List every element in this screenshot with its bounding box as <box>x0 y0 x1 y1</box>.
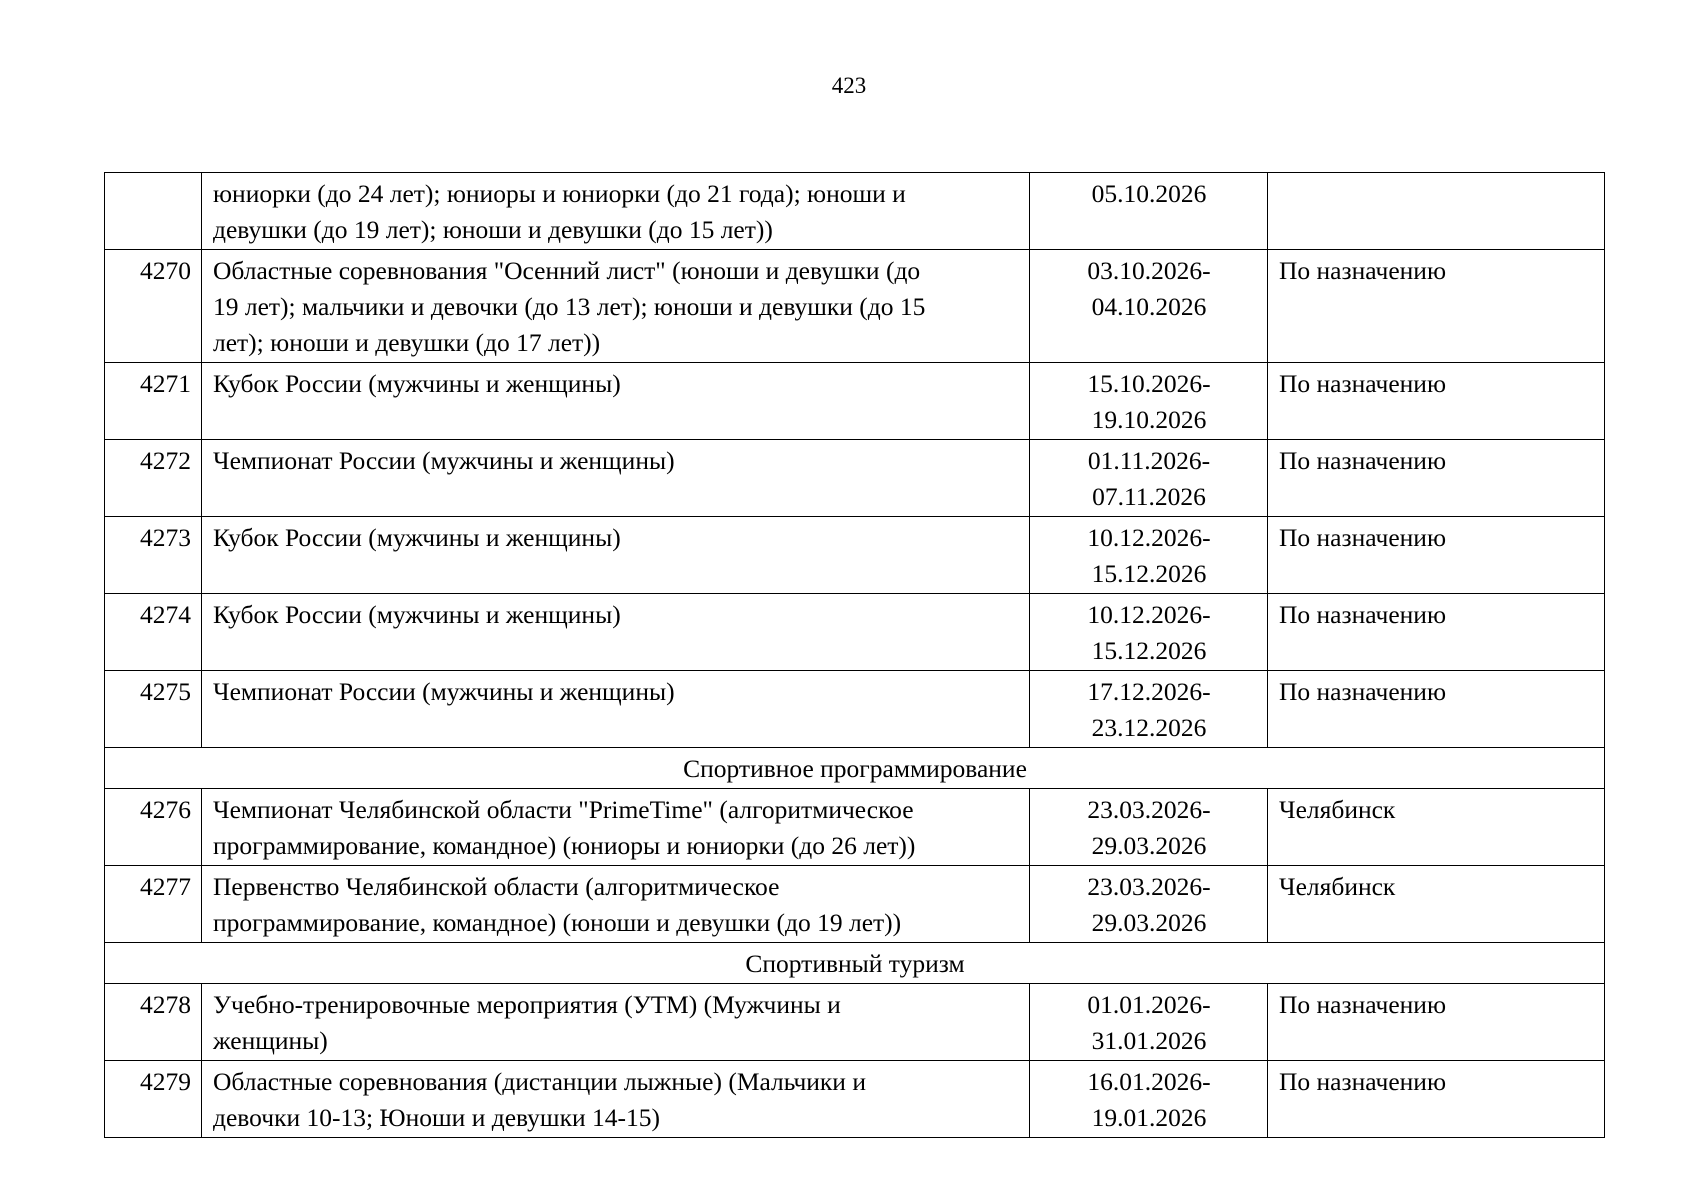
event-place: Челябинск <box>1268 866 1605 943</box>
event-dates <box>1030 440 1268 517</box>
event-place: По назначению <box>1268 984 1605 1061</box>
event-date-line: 04.10.2026 <box>1091 292 1207 321</box>
event-name <box>202 1061 1030 1138</box>
event-date-line: 29.03.2026 <box>1091 908 1207 937</box>
event-date-line: 19.01.2026 <box>1091 1103 1207 1132</box>
event-place: Челябинск <box>1268 789 1605 866</box>
page-number: 423 <box>831 73 867 98</box>
event-dates <box>1030 1061 1268 1138</box>
event-name-line: 19 лет); мальчики и девочки (до 13 лет); юноши и девушки (до 15 <box>213 292 926 321</box>
event-name-line: Кубок России (мужчины и женщины) <box>213 523 621 552</box>
event-dates <box>1030 517 1268 594</box>
event-name-line: программирование, командное) (юниоры и юниорки (до 26 лет)) <box>213 831 916 860</box>
event-row <box>105 789 1605 866</box>
event-name-line: Кубок России (мужчины и женщины) <box>213 369 621 398</box>
event-date-line: 31.01.2026 <box>1091 1026 1207 1055</box>
event-name-line: Чемпионат России (мужчины и женщины) <box>213 446 675 475</box>
event-number: 4277 <box>105 866 202 943</box>
section-title: Спортивное программирование <box>105 748 1605 789</box>
event-name <box>202 363 1030 440</box>
event-row <box>105 866 1605 943</box>
section-title: Спортивный туризм <box>105 943 1605 984</box>
event-date-line: 10.12.2026- <box>1087 600 1211 629</box>
event-date-line: 19.10.2026 <box>1091 405 1207 434</box>
event-name-line: Первенство Челябинской области (алгоритмическое <box>213 872 780 901</box>
event-name <box>202 517 1030 594</box>
event-number: 4273 <box>105 517 202 594</box>
event-row <box>105 440 1605 517</box>
event-name <box>202 789 1030 866</box>
event-date-line: 15.12.2026 <box>1091 636 1207 665</box>
event-row <box>105 671 1605 748</box>
event-name-line: юниорки (до 24 лет); юниоры и юниорки (до 21 года); юноши и <box>213 179 906 208</box>
event-number: 4270 <box>105 250 202 363</box>
events-table-body <box>105 173 1605 1138</box>
event-name <box>202 671 1030 748</box>
event-name <box>202 250 1030 363</box>
event-dates <box>1030 671 1268 748</box>
events-table <box>104 172 1605 1138</box>
event-row <box>105 250 1605 363</box>
event-name <box>202 594 1030 671</box>
event-name <box>202 984 1030 1061</box>
event-place: По назначению <box>1268 363 1605 440</box>
event-name-line: Учебно-тренировочные мероприятия (УТМ) (Мужчины и <box>213 990 841 1019</box>
event-date-line: 23.12.2026 <box>1091 713 1207 742</box>
event-place: По назначению <box>1268 671 1605 748</box>
section-header-row <box>105 748 1605 789</box>
event-place <box>1268 173 1605 250</box>
event-name <box>202 440 1030 517</box>
event-name <box>202 866 1030 943</box>
event-name-line: женщины) <box>213 1026 328 1055</box>
event-row <box>105 363 1605 440</box>
event-row <box>105 173 1605 250</box>
event-date-line: 01.11.2026- <box>1087 446 1211 475</box>
event-number: 4272 <box>105 440 202 517</box>
event-row <box>105 1061 1605 1138</box>
event-row <box>105 984 1605 1061</box>
event-place: По назначению <box>1268 250 1605 363</box>
event-date-line: 23.03.2026- <box>1087 872 1211 901</box>
event-date-line: 15.12.2026 <box>1091 559 1207 588</box>
section-header-row <box>105 943 1605 984</box>
event-date-line: 01.01.2026- <box>1087 990 1211 1019</box>
event-place: По назначению <box>1268 440 1605 517</box>
event-name-line: Чемпионат Челябинской области "PrimeTime" (алгоритмическое <box>213 795 914 824</box>
event-dates <box>1030 866 1268 943</box>
event-name-line: Чемпионат России (мужчины и женщины) <box>213 677 675 706</box>
event-number: 4275 <box>105 671 202 748</box>
event-number: 4274 <box>105 594 202 671</box>
event-date-line: 23.03.2026- <box>1087 795 1211 824</box>
event-date-line: 17.12.2026- <box>1087 677 1211 706</box>
event-place: По назначению <box>1268 517 1605 594</box>
event-number: 4276 <box>105 789 202 866</box>
event-dates <box>1030 250 1268 363</box>
event-dates <box>1030 594 1268 671</box>
event-row <box>105 594 1605 671</box>
event-number: 4279 <box>105 1061 202 1138</box>
event-date-line: 10.12.2026- <box>1087 523 1211 552</box>
event-dates <box>1030 173 1268 250</box>
event-name-line: программирование, командное) (юноши и девушки (до 19 лет)) <box>213 908 902 937</box>
event-dates <box>1030 789 1268 866</box>
event-name-line: Кубок России (мужчины и женщины) <box>213 600 621 629</box>
event-date-line: 03.10.2026- <box>1087 256 1211 285</box>
event-date-line: 29.03.2026 <box>1091 831 1207 860</box>
event-date-line: 07.11.2026 <box>1092 482 1206 511</box>
event-name-line: девочки 10-13; Юноши и девушки 14-15) <box>213 1103 660 1132</box>
event-name-line: Областные соревнования (дистанции лыжные) (Мальчики и <box>213 1067 866 1096</box>
event-name-line: лет); юноши и девушки (до 17 лет)) <box>213 328 601 357</box>
event-name-line: девушки (до 19 лет); юноши и девушки (до 15 лет)) <box>213 215 773 244</box>
event-date-line: 15.10.2026- <box>1087 369 1211 398</box>
event-row <box>105 517 1605 594</box>
event-name-line: Областные соревнования "Осенний лист" (юноши и девушки (до <box>213 256 921 285</box>
event-number <box>105 173 202 250</box>
event-place: По назначению <box>1268 594 1605 671</box>
event-date-line: 16.01.2026- <box>1087 1067 1211 1096</box>
event-dates <box>1030 984 1268 1061</box>
event-dates <box>1030 363 1268 440</box>
event-number: 4278 <box>105 984 202 1061</box>
event-name <box>202 173 1030 250</box>
event-number: 4271 <box>105 363 202 440</box>
event-place: По назначению <box>1268 1061 1605 1138</box>
event-date-line: 05.10.2026 <box>1091 179 1207 208</box>
